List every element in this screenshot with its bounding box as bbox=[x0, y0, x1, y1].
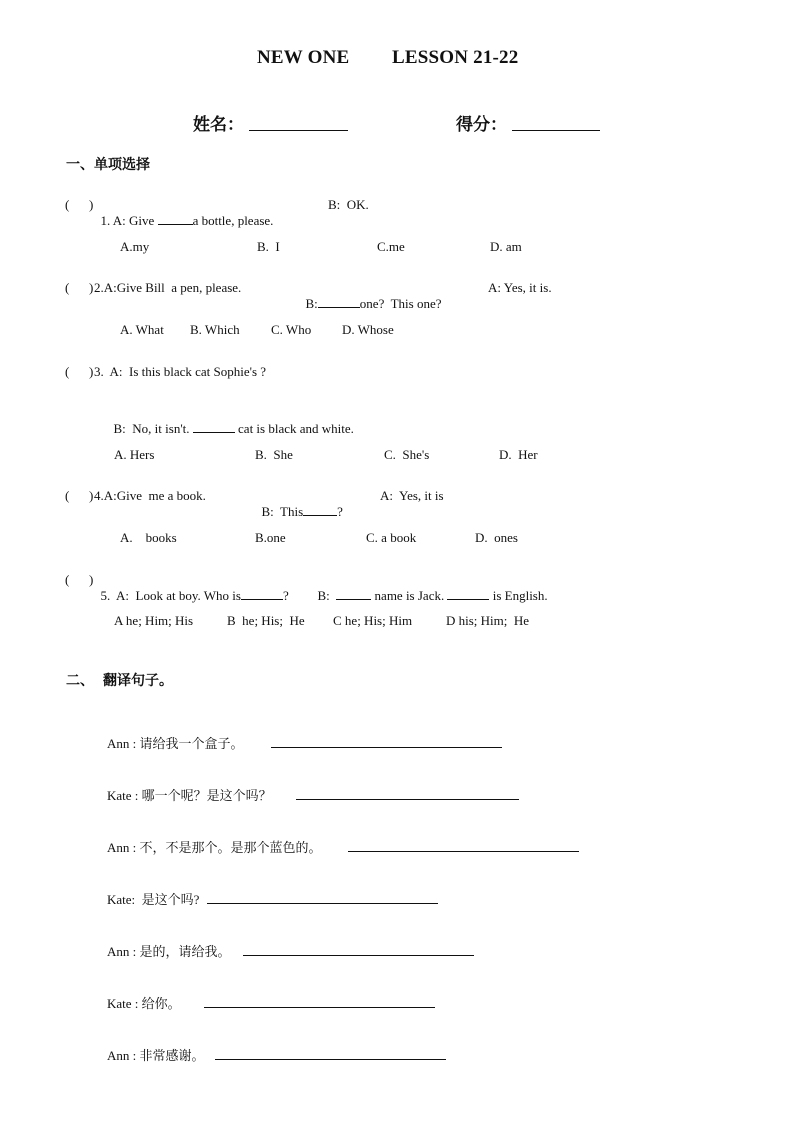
name-label: 姓名： bbox=[193, 115, 244, 134]
q5-option-a[interactable]: A he; Him; His bbox=[114, 613, 194, 628]
q5-text-2 bbox=[311, 572, 548, 604]
translate-answer-2[interactable] bbox=[296, 799, 519, 800]
translate-answer-1[interactable] bbox=[271, 747, 502, 748]
q4-option-c[interactable]: C. a book bbox=[366, 530, 417, 545]
q4-part-c: ? bbox=[337, 504, 343, 519]
q2-paren-close: ) bbox=[89, 280, 94, 295]
translate-line-3: Ann : 不，不是那个。是那个蓝色的。 bbox=[107, 840, 322, 855]
name-blank[interactable] bbox=[249, 130, 348, 131]
q5-part-e: is English. bbox=[489, 588, 548, 603]
q2-blank[interactable] bbox=[318, 306, 360, 308]
q3-paren-close: ) bbox=[89, 364, 94, 379]
q4-part-a: 4.A:Give me a book. bbox=[94, 488, 206, 503]
q3-paren-open: ( bbox=[65, 364, 70, 379]
q5-blank-3[interactable] bbox=[447, 598, 489, 600]
section1-title: 一、单项选择 bbox=[66, 158, 150, 173]
q4-option-b[interactable]: B.one bbox=[255, 530, 286, 545]
q2-option-c[interactable]: C. Who bbox=[271, 322, 312, 337]
q5-blank-2[interactable] bbox=[336, 598, 371, 600]
q1-text bbox=[94, 197, 273, 229]
q2-paren-open: ( bbox=[65, 280, 70, 295]
q4-option-d[interactable]: D. ones bbox=[475, 530, 518, 545]
title-right: LESSON 21-22 bbox=[392, 47, 519, 68]
q5-part-c: B: bbox=[317, 588, 337, 603]
translate-line-5: Ann : 是的，请给我。 bbox=[107, 944, 231, 959]
q3-option-a[interactable]: A. Hers bbox=[114, 447, 155, 462]
q3-option-c[interactable]: C. She's bbox=[384, 447, 430, 462]
q1-part-a: 1. A: Give bbox=[100, 213, 158, 228]
translate-line-1: Ann : 请给我一个盒子。 bbox=[107, 736, 244, 751]
section2-title: 翻译句子。 bbox=[103, 674, 173, 689]
translate-answer-4[interactable] bbox=[207, 903, 438, 904]
translate-answer-5[interactable] bbox=[243, 955, 474, 956]
translate-line-7: Ann : 非常感谢。 bbox=[107, 1048, 205, 1063]
q5-option-d[interactable]: D his; Him; He bbox=[446, 613, 530, 628]
q1-paren-close: ) bbox=[89, 197, 94, 212]
score-label: 得分： bbox=[456, 115, 507, 134]
q1-option-a[interactable]: A.my bbox=[120, 239, 150, 254]
q4-text bbox=[255, 488, 343, 520]
q2-part-a: 2.A:Give Bill a pen, please. bbox=[94, 280, 242, 295]
q5-option-b[interactable]: B he; His; He bbox=[227, 613, 305, 628]
q5-paren-close: ) bbox=[89, 572, 94, 587]
q4-option-a[interactable]: A. books bbox=[120, 530, 177, 545]
translate-answer-6[interactable] bbox=[204, 1007, 435, 1008]
q3-part-a: 3. A: Is this black cat Sophie's ? bbox=[94, 364, 267, 379]
q1-option-c[interactable]: C.me bbox=[377, 239, 405, 254]
q4-blank[interactable] bbox=[303, 514, 337, 516]
q4-paren-close: ) bbox=[89, 488, 94, 503]
q3-option-b[interactable]: B. She bbox=[255, 447, 293, 462]
q4-paren-open: ( bbox=[65, 488, 70, 503]
q3-line2 bbox=[107, 405, 354, 437]
q2-part-d: A: Yes, it is. bbox=[488, 280, 552, 295]
score-blank[interactable] bbox=[512, 130, 600, 131]
q1-option-d[interactable]: D. am bbox=[490, 239, 522, 254]
q1-blank[interactable] bbox=[158, 223, 193, 225]
q1-part-b: a bottle, please. bbox=[192, 213, 274, 228]
translate-answer-3[interactable] bbox=[348, 851, 579, 852]
q5-part-a: 5. A: Look at boy. Who is bbox=[100, 588, 241, 603]
translate-line-2: Kate : 哪一个呢？是这个吗？ bbox=[107, 788, 272, 803]
q2-option-d[interactable]: D. Whose bbox=[342, 322, 394, 337]
translate-line-6: Kate : 给你。 bbox=[107, 996, 181, 1011]
q1-part-c: B: OK. bbox=[328, 197, 369, 212]
q2-part-b: B: bbox=[305, 296, 318, 311]
q2-option-a[interactable]: A. What bbox=[120, 322, 164, 337]
q1-option-b[interactable]: B. I bbox=[257, 239, 280, 254]
q3-blank[interactable] bbox=[193, 431, 235, 433]
section2-num: 二、 bbox=[66, 674, 94, 689]
q5-part-d: name is Jack. bbox=[371, 588, 448, 603]
q2-part-c: one? This one? bbox=[359, 296, 442, 311]
translate-line-4: Kate: 是这个吗? bbox=[107, 892, 200, 907]
translate-answer-7[interactable] bbox=[215, 1059, 446, 1060]
q5-blank-1[interactable] bbox=[241, 598, 283, 600]
q4-part-b: B: This bbox=[261, 504, 304, 519]
q2-option-b[interactable]: B. Which bbox=[190, 322, 240, 337]
q5-option-c[interactable]: C he; His; Him bbox=[333, 613, 413, 628]
q4-part-d: A: Yes, it is bbox=[380, 488, 444, 503]
q3-line2-b: cat is black and white. bbox=[234, 421, 354, 436]
q2-text bbox=[299, 280, 442, 312]
q1-paren-open: ( bbox=[65, 197, 70, 212]
q5-text-1 bbox=[94, 572, 289, 604]
q5-part-b: ? bbox=[282, 588, 289, 603]
title-left: NEW ONE bbox=[257, 47, 350, 68]
q3-line2-a: B: No, it isn't. bbox=[113, 421, 193, 436]
q5-paren-open: ( bbox=[65, 572, 70, 587]
q3-option-d[interactable]: D. Her bbox=[499, 447, 538, 462]
